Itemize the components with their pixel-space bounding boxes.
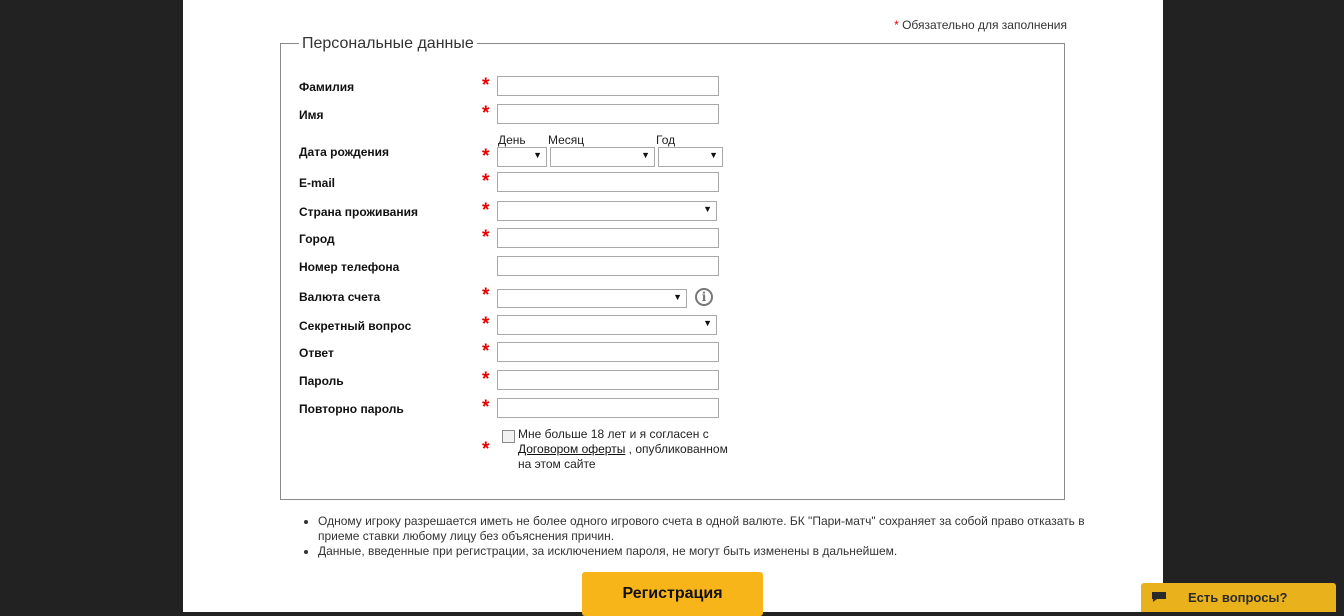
currency-label: Валюта счета [299, 290, 381, 304]
year-select[interactable] [658, 147, 723, 167]
agreement-text-before: Мне больше 18 лет и я согласен с [518, 427, 709, 441]
secret-question-select[interactable] [497, 315, 717, 335]
chat-widget[interactable] [1141, 583, 1336, 612]
month-select[interactable] [550, 147, 655, 167]
surname-label: Фамилия [299, 80, 355, 94]
row-birthdate [281, 133, 1064, 171]
row-name [281, 104, 1064, 128]
row-surname [281, 76, 1064, 100]
answer-label: Ответ [299, 346, 334, 360]
chevron-down-icon: ▼ [533, 150, 542, 160]
row-email [281, 172, 1064, 196]
email-label: E-mail [299, 176, 336, 190]
phone-label: Номер телефона [299, 260, 400, 274]
required-note-text: Обязательно для заполнения [898, 18, 1067, 32]
email-input[interactable] [497, 172, 719, 192]
birthdate-label: Дата рождения [299, 145, 390, 159]
password-repeat-label: Повторно пароль [299, 402, 404, 416]
day-label: День [498, 133, 526, 147]
city-required-star: * [482, 227, 490, 248]
register-button[interactable]: Регистрация [582, 572, 763, 616]
row-city [281, 228, 1064, 252]
row-country [281, 201, 1064, 225]
chevron-down-icon: ▼ [703, 318, 712, 328]
row-answer [281, 342, 1064, 366]
birthdate-required-star: * [482, 146, 490, 167]
list-item: • Данные, введенные при регистрации, за исключением пароля, не могут быть изменены в дальнейшем. [318, 544, 1093, 559]
surname-required-star: * [482, 75, 490, 96]
chevron-down-icon: ▼ [641, 150, 650, 160]
registration-page [183, 0, 1163, 612]
agreement-checkbox[interactable] [502, 430, 515, 443]
required-star: * [894, 18, 899, 32]
agreement-text [518, 427, 728, 472]
offer-agreement-link[interactable]: Договором оферты [518, 442, 626, 456]
row-currency [281, 285, 1064, 313]
name-input[interactable] [497, 104, 719, 124]
password-label: Пароль [299, 374, 344, 388]
month-label: Месяц [548, 133, 585, 147]
chevron-down-icon: ▼ [709, 150, 718, 160]
password-input[interactable] [497, 370, 719, 390]
secret-question-required-star: * [482, 314, 490, 335]
email-required-star: * [482, 171, 490, 192]
year-label: Год [656, 133, 676, 147]
fieldset-legend: Персональные данные [299, 35, 477, 53]
country-required-star: * [482, 200, 490, 221]
country-label: Страна проживания [299, 205, 418, 219]
answer-input[interactable] [497, 342, 719, 362]
currency-select[interactable] [497, 289, 687, 308]
surname-input[interactable] [497, 76, 719, 96]
password-required-star: * [482, 369, 490, 390]
row-password [281, 370, 1064, 394]
agreement-required-star: * [482, 439, 490, 460]
agreement-text-after: , опубликованном на этом сайте [518, 442, 728, 471]
name-label: Имя [299, 108, 324, 122]
chevron-down-icon: ▼ [673, 292, 682, 302]
currency-required-star: * [482, 285, 490, 306]
chat-bubble-icon [1151, 591, 1167, 603]
info-icon[interactable]: i [695, 288, 713, 306]
city-input[interactable] [497, 228, 719, 248]
answer-required-star: * [482, 341, 490, 362]
chat-label: Есть вопросы? [1188, 590, 1288, 605]
country-select[interactable] [497, 201, 717, 221]
required-note [894, 18, 1067, 32]
chevron-down-icon: ▼ [703, 204, 712, 214]
password-repeat-required-star: * [482, 397, 490, 418]
phone-input[interactable] [497, 256, 719, 276]
row-phone [281, 256, 1064, 280]
list-item: • Одному игроку разрешается иметь не более одного игрового счета в одной валюте. БК "Пари-матч" сохраняет за собой право отказать в приеме ставки любому лицу без объяснения причин. [318, 514, 1093, 544]
city-label: Город [299, 232, 335, 246]
day-select[interactable] [497, 147, 547, 167]
secret-question-label: Секретный вопрос [299, 319, 412, 333]
row-secret-question [281, 315, 1064, 339]
name-required-star: * [482, 103, 490, 124]
personal-data-fieldset [280, 35, 1065, 500]
row-password-repeat [281, 398, 1064, 422]
notes-list [301, 514, 1093, 559]
password-repeat-input[interactable] [497, 398, 719, 418]
